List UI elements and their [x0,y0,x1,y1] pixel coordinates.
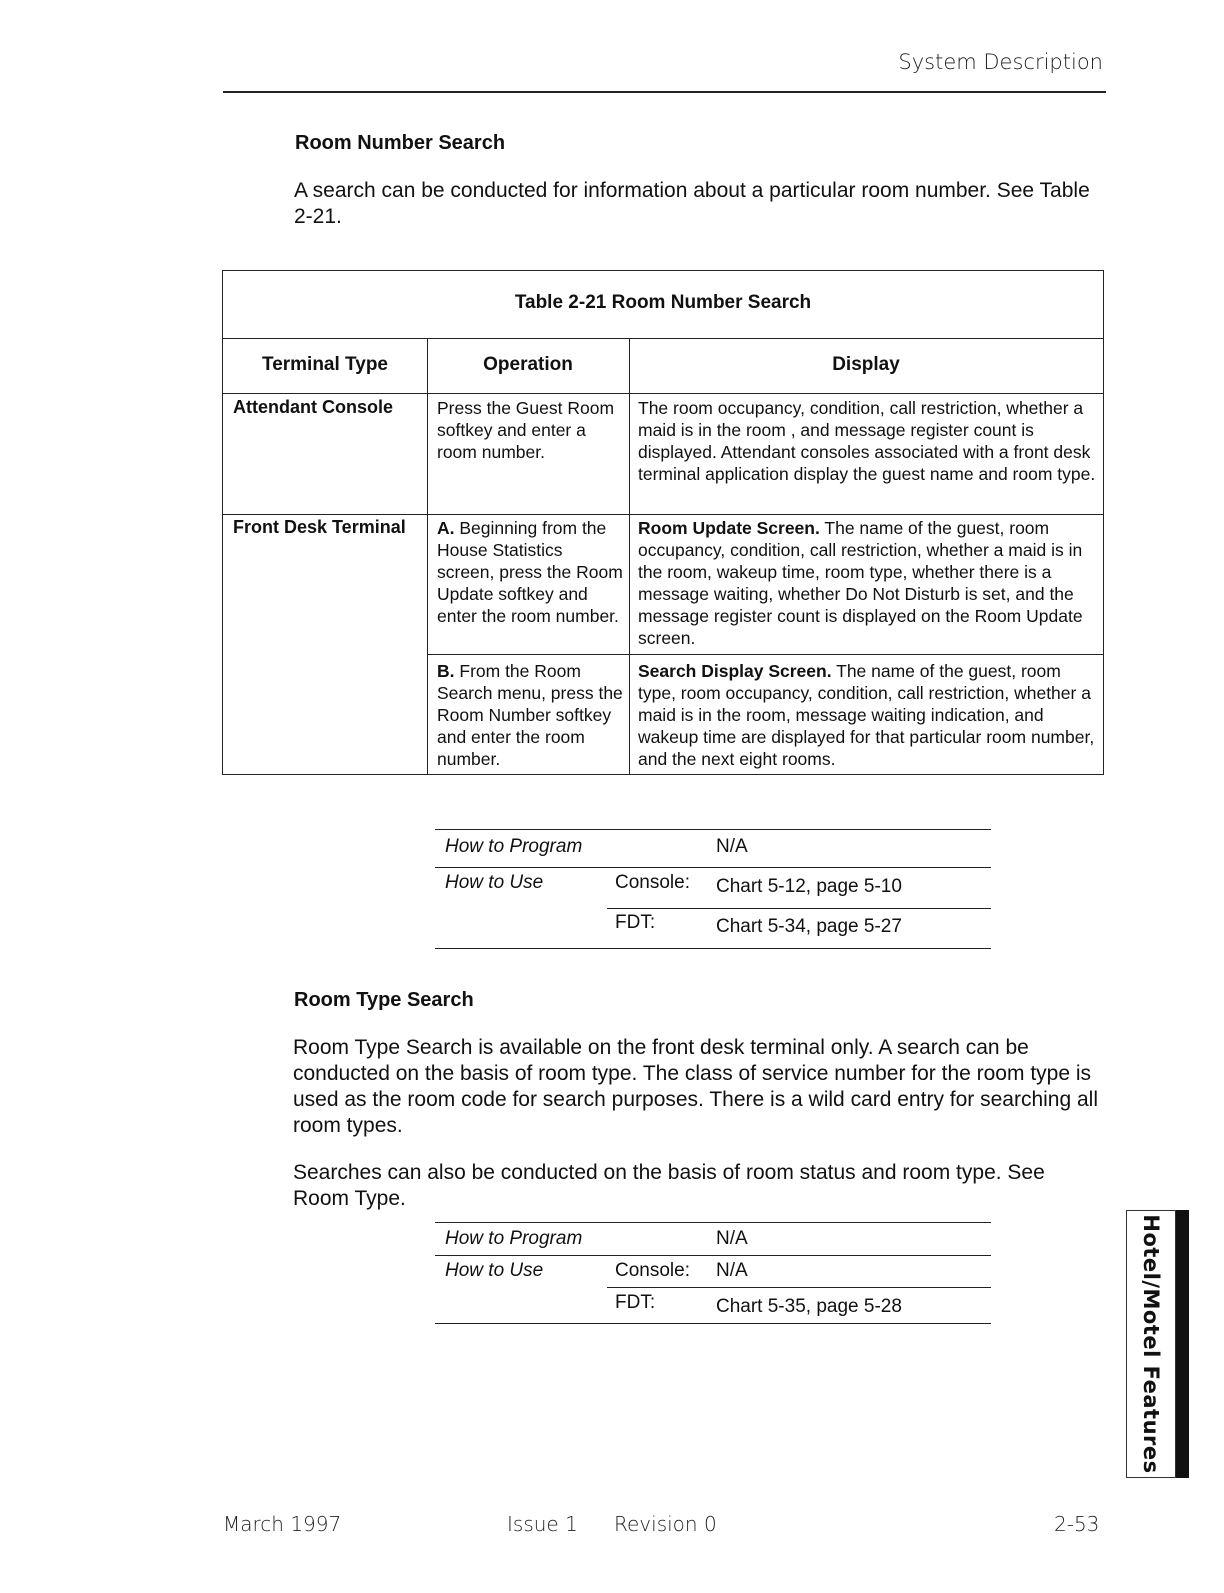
display-text: The name of the guest, room occupancy, condition, call restriction, whether a maid is in the room, wakeup time, room type, whether there is a message waiting, whether Do Not Disturb is set, and the message register count is displayed on the Room Update screen. [638,518,1083,648]
how-to-rule [607,908,991,909]
how-to-program-value: N/A [716,1228,748,1249]
operation-text: Beginning from the House Statistics screen, press the Room Update softkey and enter the room number. [437,518,623,626]
footer-date: March 1997 [223,1512,342,1536]
section-heading-room-type-search: Room Type Search [294,989,474,1011]
column-header-operation: Operation [427,339,629,394]
footer-revision: Revision 0 [614,1512,717,1536]
column-divider [629,339,630,774]
how-to-rule [435,1222,991,1223]
column-header-display: Display [629,339,1103,394]
table-cell-display [638,517,1098,649]
header-rule [223,91,1106,93]
how-to-program-label: How to Program [445,836,583,857]
how-to-rule [435,829,991,830]
display-title: Search Display Screen. [638,661,832,681]
console-label: Console: [615,1260,690,1281]
console-value: N/A [716,1260,748,1281]
table-caption: Table 2-21 Room Number Search [223,271,1103,339]
fdt-label: FDT: [615,912,656,933]
how-to-rule [435,948,991,949]
section-heading-room-number-search: Room Number Search [295,132,506,154]
side-tab-label: Hotel/Motel Features [1139,1214,1163,1474]
console-value: Chart 5-12, page 5-10 [716,876,902,897]
console-label: Console: [615,872,690,893]
side-tab-bar [1176,1210,1189,1478]
section-paragraph: Searches can also be conducted on the basis of room status and room type. See Room Type. [293,1161,1045,1210]
chapter-side-tab [1126,1210,1189,1478]
operation-label: B. [437,661,455,681]
fdt-label: FDT: [615,1292,656,1313]
footer-issue: Issue 1 [507,1512,578,1536]
how-to-use-label: How to Use [445,872,544,893]
display-title: Room Update Screen. [638,518,820,538]
table-cell-display: The room occupancy, condition, call restriction, whether a maid is in the room , and message register count is displayed. Attendant consoles associated with a front desk terminal application display the guest name and room type. [638,398,1096,484]
how-to-rule [435,1323,991,1324]
table-cell-terminal: Attendant Console [233,397,393,417]
table-cell-operation: Press the Guest Room softkey and enter a room number. [437,398,615,462]
how-to-rule [435,1255,991,1256]
fdt-value: Chart 5-34, page 5-27 [716,916,902,937]
running-header: System Description [898,50,1103,74]
how-to-use-label: How to Use [445,1260,544,1281]
column-header-terminal-type: Terminal Type [223,339,427,394]
table-cell-operation [437,517,623,627]
section-paragraph: A search can be conducted for information about a particular room number. See Table 2-21. [294,179,1090,228]
how-to-program-label: How to Program [445,1228,583,1249]
operation-label: A. [437,518,455,538]
row-divider [223,514,1103,515]
how-to-rule [607,1287,991,1288]
footer-page-number: 2-53 [1054,1512,1100,1536]
room-number-search-table [222,270,1104,775]
how-to-rule [435,867,991,868]
table-cell-terminal: Front Desk Terminal [233,517,406,537]
how-to-program-value: N/A [716,836,748,857]
display-text: The name of the guest, room type, room occupancy, condition, call restriction, whether a maid is in the room, message waiting indication, and wakeup time are displayed for that particular room number, and the next eight rooms. [638,661,1095,769]
column-divider [427,339,428,774]
table-cell-operation [437,660,623,770]
fdt-value: Chart 5-35, page 5-28 [716,1296,902,1317]
section-paragraph: Room Type Search is available on the front desk terminal only. A search can be conducted on the basis of room type. The class of service number for the room type is used as the room code for search purposes. There is a wild card entry for searching all room types. [293,1036,1099,1137]
operation-text: From the Room Search menu, press the Room Number softkey and enter the room number. [437,661,623,769]
table-cell-display [638,660,1098,770]
row-divider [427,654,1103,655]
